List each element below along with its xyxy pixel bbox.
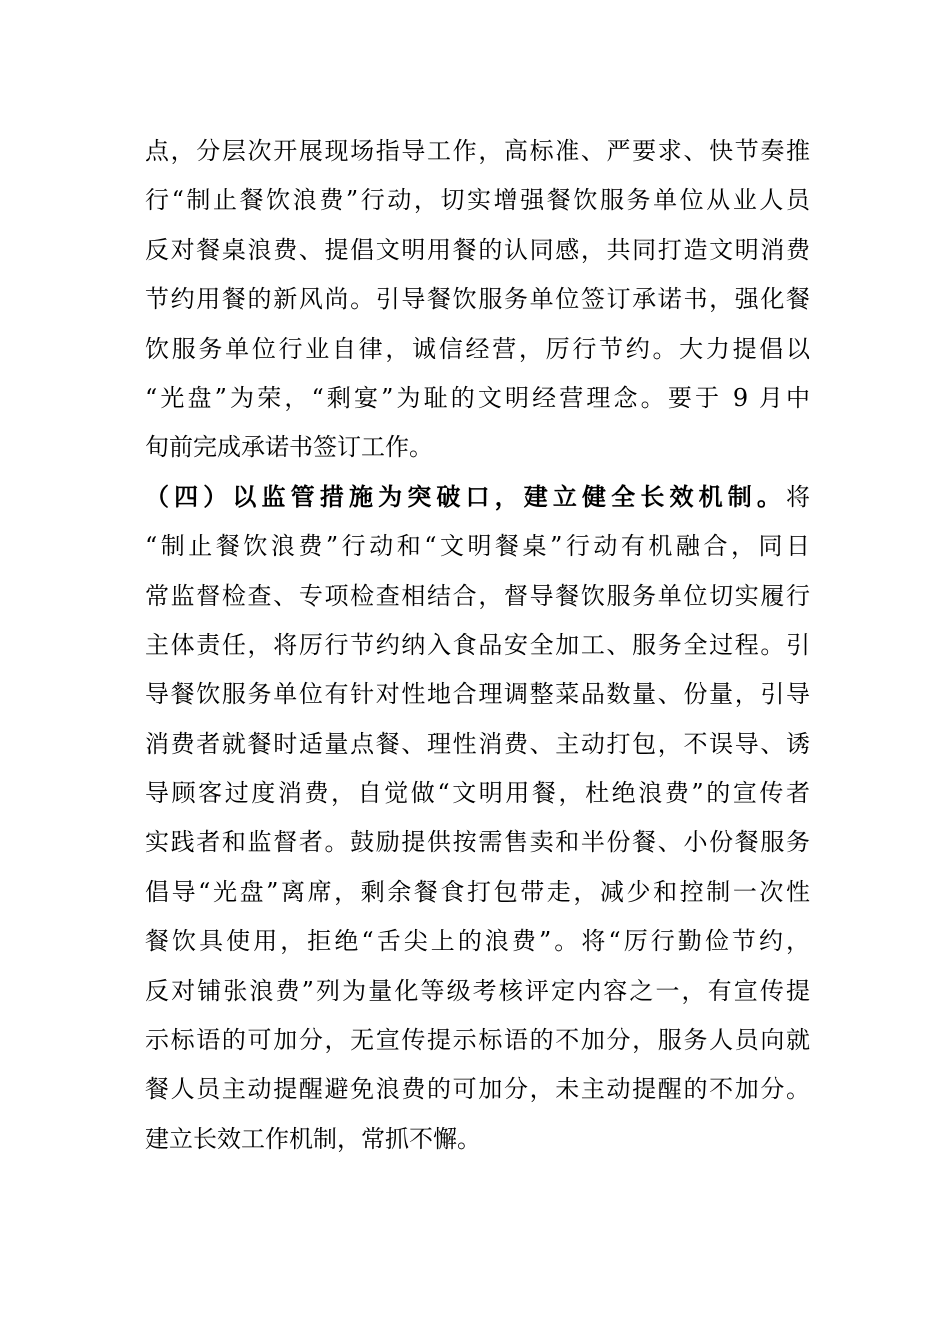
text-line: 餐人员主动提醒避免浪费的可加分，未主动提醒的不加分。 [145,1075,810,1104]
text-line: 餐饮具使用，拒绝“舌尖上的浪费”。将“厉行勤俭节约， [145,927,810,956]
heading-line-rest: 将 [786,482,810,511]
text-line: 节约用餐的新风尚。引导餐饮服务单位签订承诺书，强化餐 [145,285,810,314]
text-line: 常监督检查、专项检查相结合，督导餐饮服务单位切实履行 [145,581,810,610]
paragraph-supervision [145,473,810,1164]
text-line: 旬前完成承诺书签订工作。 [145,433,433,462]
document-body [145,127,810,1164]
text-line: 倡导“光盘”离席，剩余餐食打包带走，减少和控制一次性 [145,877,810,906]
text-line: 导顾客过度消费，自觉做“文明用餐，杜绝浪费”的宣传者 [145,779,810,808]
text-line: 导餐饮服务单位有针对性地合理调整菜品数量、份量，引导 [145,680,810,709]
text-line: “制止餐饮浪费”行动和“文明餐桌”行动有机融合，同日 [145,532,810,561]
text-line: 行“制止餐饮浪费”行动，切实增强餐饮服务单位从业人员 [145,186,810,215]
text-line: 建立长效工作机制，常抓不懈。 [145,1124,481,1153]
text-line: 消费者就餐时适量点餐、理性消费、主动打包，不误导、诱 [145,729,810,758]
text-line: 饮服务单位行业自律，诚信经营，厉行节约。大力提倡以 [145,334,810,363]
text-line: 反对餐桌浪费、提倡文明用餐的认同感，共同打造文明消费 [145,235,810,264]
text-line: 反对铺张浪费”列为量化等级考核评定内容之一，有宣传提 [145,976,810,1005]
heading-line [145,473,810,522]
text-line: “光盘”为荣，“剩宴”为耻的文明经营理念。要于 9 月中 [145,383,810,412]
text-line: 实践者和监督者。鼓励提供按需售卖和半份餐、小份餐服务 [145,828,810,857]
paragraph-commitment [145,127,810,473]
text-line: 主体责任，将厉行节约纳入食品安全加工、服务全过程。引 [145,630,810,659]
text-line: 点，分层次开展现场指导工作，高标准、严要求、快节奏推 [145,137,810,165]
text-line: 示标语的可加分，无宣传提示标语的不加分，服务人员向就 [145,1026,810,1055]
section-heading: （四）以监管措施为突破口，建立健全长效机制。 [145,482,786,511]
